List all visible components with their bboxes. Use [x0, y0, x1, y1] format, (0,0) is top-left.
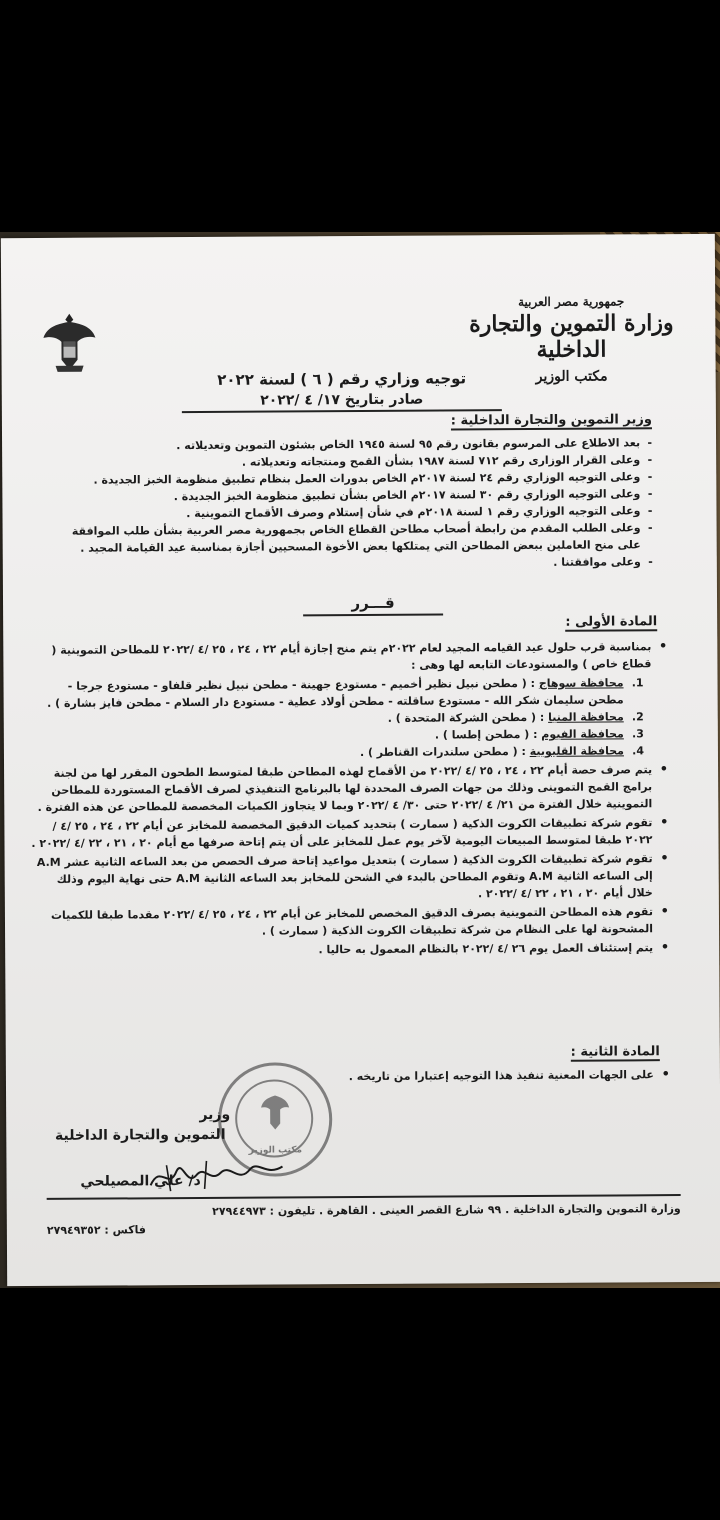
governorates-list — [29, 674, 670, 763]
list-item: - وعلى الطلب المقدم من رابطة أصحاب مطاحن القطاع الخاص بجمهورية مصر العربية بشأن طلب الموافقة على منح العاملين ببعض المطاحن التي يمتلكها بعض الأخوة المسحيين أجازة بمناسبة عيد القيامة المجيد . — [53, 519, 653, 557]
directive-date: صادر بتاريخ ١٧/ ٤ /٢٠٢٢ — [182, 391, 502, 413]
eagle-emblem-icon — [41, 308, 97, 374]
letter-paper — [1, 234, 720, 1286]
header-ministry: وزارة التموين والتجارة الداخلية — [469, 310, 674, 363]
gov-name: محافظة سوهاج — [538, 676, 624, 690]
stamp-eagle-icon — [259, 1093, 291, 1133]
header-country: جمهورية مصر العربية — [518, 294, 625, 310]
gov-mills: : ( مطحن الشركة المتحدة ) . — [387, 710, 549, 725]
signature-title-2: التموين والتجارة الداخلية — [54, 1126, 226, 1144]
minister-line: وزير التموين والتجارة الداخلية : — [450, 412, 652, 429]
list-item: - وعلى القرار الوزارى رقم ٧١٢ لسنة ١٩٨٧ بشأن القمح ومنتجاته وتعديلاته . — [52, 451, 652, 472]
signature-name: د/ علي المصيلحي — [80, 1172, 201, 1190]
gov-name: محافظة الفيوم — [541, 727, 624, 741]
article-1-intro: • بمناسبة قرب حلول عيد القيامه المجيد لعام ٢٠٢٢م يتم منح إجازة أيام ٢٢ ، ٢٤ ، ٢٥ /٤ /٢٠٢٢ للمطاحن التموينية ( قطاع خاص ) والمستودعات التابعه لها وهى : — [29, 638, 669, 676]
article-1-bullet: • تقوم شركة تطبيقات الكروت الذكية ( سمارت ) بتعديل مواعيد إتاحة صرف الحصص من بعد الساعه الثانية عشر A.M إلى الساعه الثانية A.M وتقوم المطاحن بالبدء في الشحن للمخابز بعد الساعه الثانية A.M حتى نهاية اليوم وذلك خلال أيام ٢٠ ، ٢١ ، ٢٢ /٤ /٢٠٢٢ . — [31, 850, 671, 905]
gov-num: 3. — [631, 727, 644, 741]
list-item — [29, 674, 669, 712]
footer-line-1: وزارة التموين والتجارة الداخلية . ٩٩ شارع القصر العينى . القاهرة . تليفون : ٢٧٩٤٤٩٧٣ — [212, 1202, 681, 1218]
gov-mills: : ( مطحن إطسا ) . — [434, 727, 542, 742]
article-1-bullet: • يتم إستئناف العمل يوم ٢٦ /٤ /٢٠٢٢ بالنظام المعمول به حاليا . — [31, 939, 671, 960]
list-item: - وعلى موافقتنا . — [53, 553, 653, 574]
directive-title: توجيه وزاري رقم ( ٦ ) لسنة ٢٠٢٢ — [217, 369, 467, 389]
article-1-heading: المادة الأولى : — [565, 614, 658, 630]
gov-name: محافظة المنيا — [548, 710, 624, 724]
list-item: - بعد الاطلاع على المرسوم بقانون رقم ٩٥ لسنة ١٩٤٥ الخاص بشئون التموين وتعديلاته . — [52, 434, 652, 455]
article-1-bullet: • تقوم شركة تطبيقات الكروت الذكية ( سمارت ) بتحديد كميات الدقيق المخصصة للمخابز عن أيام ٢٢ ، ٢٤ ، ٢٥ /٤ /٢٠٢٢ طبقا لمتوسط المبيعات اليومية لآخر يوم عمل للمخابز على أن يتم إتاحة صرفها مع أيام ٢٠ ، ٢١ ، ٢٢ /٤ /٢٠٢٢ . — [30, 814, 670, 852]
article-2-text: • على الجهات المعنية تنفيذ هذا التوجيه إعتبارا من تاريخه . — [32, 1066, 672, 1087]
handwritten-signature-icon — [146, 1156, 286, 1197]
gov-mills: : ( مطحن سلندرات القناطر ) . — [359, 744, 530, 760]
gov-num: 4. — [632, 744, 644, 758]
header-office: مكتب الوزير — [535, 368, 608, 385]
gov-num: 2. — [631, 710, 644, 724]
signature-title-1: وزير — [199, 1106, 231, 1123]
article-2-body — [32, 1066, 672, 1089]
article-2-heading: المادة الثانية : — [570, 1044, 660, 1060]
document-photo — [0, 232, 720, 1288]
list-item: - وعلى التوجيه الوزاري رقم ٢٤ لسنة ٢٠١٧م الخاص بدورات العمل بنظام تطبيق منظومة الخبز الجديدة . — [52, 468, 652, 489]
decision-heading: قـــرر — [303, 593, 443, 616]
list-item: - وعلى التوجيه الوزاري رقم ١ لسنة ٢٠١٨م في شأن إستلام وصرف الأقماح التموينية . — [52, 502, 652, 523]
gov-num: 1. — [631, 676, 644, 690]
stamp-label: مكتب الوزير — [248, 1145, 303, 1156]
gov-mills: : ( مطحن نبيل نظير أخميم - مستودع جهينة - مطحن نبيل نظير قلفاو - مستودع جرجا - مطحن سليمان شكر الله - مستودع ساقلته - مطحن أولاد عطية - مستودع دار السلام - مطحن فايز بشارة ) . — [47, 676, 624, 710]
footer-address — [47, 1194, 681, 1240]
gov-name: محافظة القليوبية — [529, 744, 624, 758]
list-item: - وعلى التوجيه الوزاري رقم ٣٠ لسنة ٢٠١٧م الخاص بشأن تطبيق منظومة الخبز الجديدة . — [52, 485, 652, 506]
article-1-bullet: • يتم صرف حصة أيام ٢٢ ، ٢٤ ، ٢٥ /٤ /٢٠٢٢ من الأقماح لهذه المطاحن طبقا لمتوسط الطحون المقرر لها من لجنة برامج القمح التموينى وذلك من جهات الصرف المحددة لها بالبرنامج التنفيذي لصرف الأقماح المستوردة للمطاحن التموينية خلال الفترة من ٢١/ ٤ /٢٠٢٢ حتى ٣٠/ ٤ /٢٠٢٢ وبما لا يتجاوز الكميات المخصصة للمطاحن عن هذه الفترة . — [30, 761, 670, 816]
list-item — [30, 742, 670, 763]
article-1-bullet: • تقوم هذه المطاحن التموينية بصرف الدقيق المخصص للمخابز عن أيام ٢٢ ، ٢٤ ، ٢٥ /٤ /٢٠٢٢ مقدما طبقا للكميات المشحونة لها على النظام من شركة تطبيقات الكروت الذكية ( سمارت ) . — [31, 903, 671, 941]
article-1-body — [29, 638, 671, 962]
footer-line-2: فاكس : ٢٧٩٤٩٣٥٢ — [46, 1223, 146, 1237]
recitals-list — [52, 434, 653, 574]
